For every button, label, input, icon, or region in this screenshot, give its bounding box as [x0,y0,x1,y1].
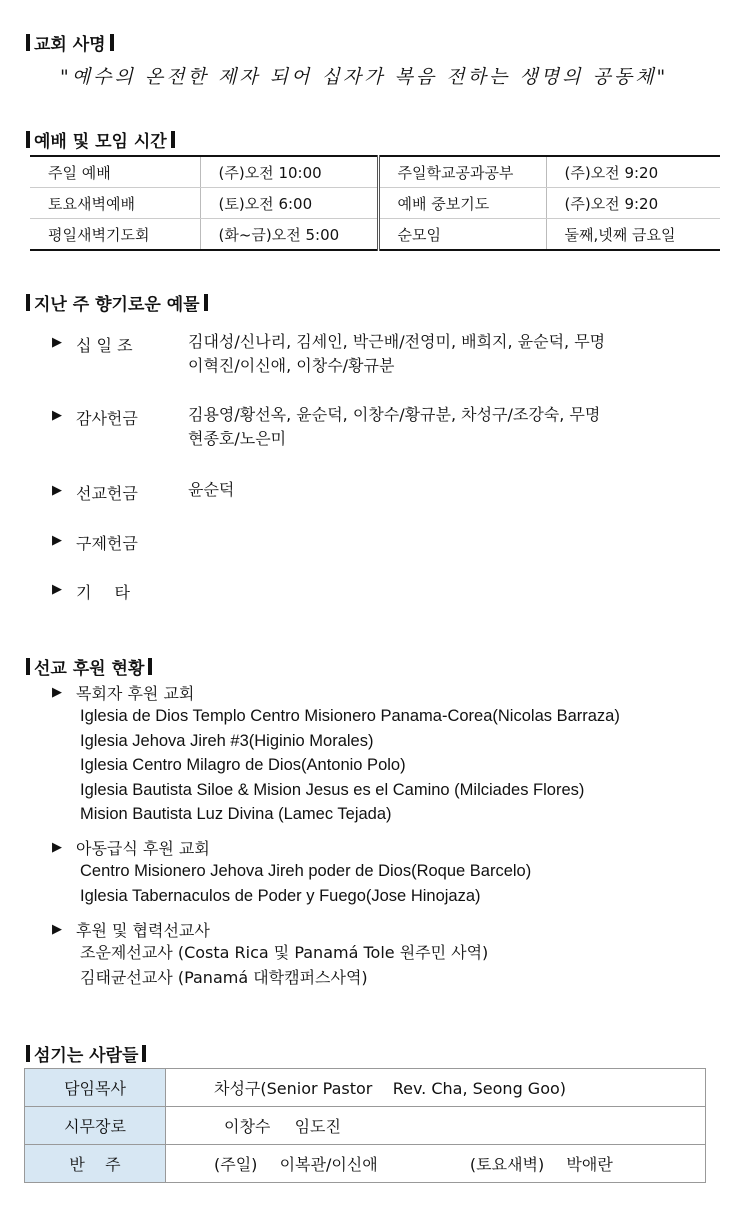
section-title-mission [26,30,114,55]
offering-line: 김대성/신나리, 김세인, 박근배/전영미, 배희지, 윤순덕, 무명 [188,332,606,351]
offering-label: 십 일 조 [76,336,133,355]
triangle-bullet-icon: ▶ [52,408,62,423]
mission-group-title: 목회자 후원 교회 [76,684,195,703]
title-bar-right [204,294,208,311]
offering-line: 이혁진/이신애, 이창수/황규분 [188,356,395,375]
title-bar-left [26,34,30,51]
list-item: Mision Bautista Luz Divina (Lamec Tejada) [80,805,392,823]
worship-name: 주일 예배 [30,156,200,188]
triangle-bullet-icon: ▶ [52,922,62,937]
section-title-text: 교회 사명 [34,35,106,55]
mission-list [80,859,531,908]
section-title-text: 지난 주 향기로운 예물 [34,295,200,315]
mission-group-head [52,918,488,941]
offering-label: 감사헌금 [76,409,138,428]
list-item: Iglesia de Dios Templo Centro Misionero Panama-Corea(Nicolas Barraza) [80,707,620,725]
mission-group-children [52,836,531,908]
title-bar-right [148,658,152,675]
worship-time: (주)오전 9:20 [546,156,720,188]
title-bar-right [171,131,175,148]
table-row [25,1069,706,1107]
list-item: Iglesia Bautista Siloe & Mision Jesus es el Camino (Milciades Flores) [80,780,585,799]
title-bar-right [110,34,114,51]
section-title-servers [26,1041,146,1066]
offering-names [188,403,600,451]
role-cell: 시무장로 [25,1107,166,1145]
mission-list [80,941,488,990]
section-title-text: 섬기는 사람들 [34,1046,139,1066]
server-name: 이복관/이신애 [279,1155,378,1174]
server-name: 박애란 [566,1155,613,1174]
list-item: 조운제선교사 (Costa Rica 및 Panamá Tole 원주민 사역) [80,943,489,962]
worship-name: 예배 중보기도 [378,188,546,219]
offering-thanks [52,406,600,451]
title-bar-left [26,294,30,311]
offering-line: 윤순덕 [188,480,235,499]
table-row [30,188,720,219]
worship-name: 주일학교공과공부 [378,156,546,188]
role-cell: 반 주 [25,1145,166,1183]
worship-name: 평일새벽기도회 [30,219,200,251]
list-item: Iglesia Centro Milagro de Dios(Antonio Polo) [80,756,406,774]
server-value [166,1145,706,1183]
offering-tithe [52,333,605,378]
server-value [166,1107,706,1145]
list-item: Iglesia Tabernaculos de Poder y Fuego(Jose Hinojaza) [80,886,481,905]
offering-other [52,580,188,603]
mission-group-missionaries [52,918,488,990]
section-title-worship [26,127,175,152]
offering-label: 선교헌금 [76,484,138,503]
offering-relief [52,531,188,554]
worship-time: (화~금)오전 5:00 [200,219,378,251]
offering-names [188,330,605,378]
section-title-missions [26,654,152,679]
table-row [30,219,720,251]
worship-time: 둘째,넷째 금요일 [564,225,676,244]
worship-time: (토)오전 6:00 [200,188,378,219]
server-value: 차성구(Senior Pastor Rev. Cha, Seong Goo) [166,1069,706,1107]
triangle-bullet-icon: ▶ [52,483,62,498]
offering-mission [52,481,234,504]
mission-list [80,704,620,827]
list-item: Centro Misionero Jehova Jireh poder de Dios(Roque Barcelo) [80,862,532,880]
mission-group-title: 후원 및 협력선교사 [76,921,210,940]
servers-table [24,1068,706,1183]
offering-line: 현종호/노은미 [188,429,287,448]
title-bar-right [142,1045,146,1062]
triangle-bullet-icon: ▶ [52,335,62,350]
mission-statement: "예수의 온전한 제자 되어 십자가 복음 전하는 생명의 공동체" [60,66,669,88]
section-title-offering [26,290,208,315]
offering-label: 구제헌금 [76,534,138,553]
server-day: (토요새벽) [469,1155,545,1174]
mission-group-pastors [52,681,620,827]
title-bar-left [26,658,30,675]
mission-group-title: 아동급식 후원 교회 [76,839,210,858]
table-row [30,156,720,188]
offering-line: 김용영/황선옥, 윤순덕, 이창수/황규분, 차성구/조강숙, 무명 [188,405,601,424]
worship-time: (주)오전 10:00 [200,156,378,188]
worship-name: 토요새벽예배 [30,188,200,219]
list-item: 김태균선교사 (Panamá 대학캠퍼스사역) [80,967,368,987]
title-bar-left [26,1045,30,1062]
server-name: 임도진 [294,1117,341,1136]
worship-name: 순모임 [378,219,546,251]
triangle-bullet-icon: ▶ [52,582,62,597]
triangle-bullet-icon: ▶ [52,533,62,548]
table-row [25,1107,706,1145]
server-name: 이창수 [224,1117,271,1136]
server-day: (주일) [214,1155,258,1174]
list-item: Iglesia Jehova Jireh #3(Higinio Morales) [80,731,374,750]
mission-group-head [52,681,620,704]
section-title-text: 선교 후원 현황 [34,659,145,679]
worship-time: (주)오전 9:20 [546,188,720,219]
role-cell: 담임목사 [25,1069,166,1107]
triangle-bullet-icon: ▶ [52,685,62,700]
offering-names [188,478,234,504]
section-title-text: 예배 및 모임 시간 [34,132,167,152]
mission-group-head [52,836,531,859]
title-bar-left [26,131,30,148]
offering-label: 기 타 [76,583,139,602]
table-row [25,1145,706,1183]
worship-times-table [30,155,720,251]
triangle-bullet-icon: ▶ [52,840,62,855]
